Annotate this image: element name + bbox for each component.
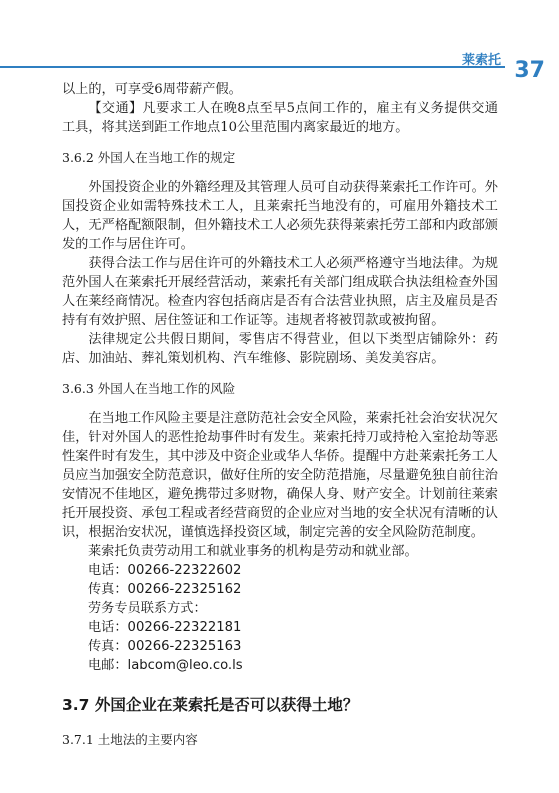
- section-heading-3-6-3: 3.6.3 外国人在当地工作的风险: [62, 381, 236, 396]
- contact-line-ministry: 莱索托负责劳动用工和就业事务的机构是劳动和就业部。: [88, 544, 418, 559]
- paragraph-public-holidays: 法律规定公共假日期间，零售店不得营业，但以下类型店铺除外：药店、加油站、葬礼策划机构、汽车维修、影院剧场、美发美容店。: [62, 332, 498, 366]
- contact-line-labour-attache: 劳务专员联系方式：: [88, 601, 207, 616]
- page-body: [62, 80, 498, 760]
- paragraph-law-compliance: 获得合法工作与居住许可的外籍技术工人必须严格遵守当地法律。为规范外国人在莱索托开展经营活动，莱索托有关部门组成联合执法组检查外国人在莱经商情况。检查内容包括商店是否有合法营业执照，店主及雇员是否持有有效护照、居住签证和工作证等。违规者将被罚款或被拘留。: [62, 256, 498, 328]
- labour-contact-block: [62, 542, 498, 675]
- section-heading-3-6-2: 3.6.2 外国人在当地工作的规定: [62, 150, 236, 165]
- page-number: 37: [514, 58, 545, 83]
- paragraph-maternity-leave: 以上的，可享受6周带薪产假。: [62, 82, 242, 97]
- paragraph-transport: 【交通】凡要求工人在晚8点至早5点间工作的，雇主有义务提供交通工具，将其送到距工作地点10公里范围内离家最近的地方。: [62, 101, 498, 135]
- contact-line-attache-phone: 电话：00266-22322181: [88, 620, 242, 635]
- paragraph-work-permits: 外国投资企业的外籍经理及其管理人员可自动获得莱索托工作许可。外国投资企业如需特殊技术工人，且莱索托当地没有的，可雇用外籍技术工人，无严格配额限制，但外籍技术工人必须先获得莱索托劳工部和内政部颁发的工作与居住许可。: [62, 180, 498, 252]
- section-heading-3-7: 3.7 外国企业在莱索托是否可以获得土地？: [62, 696, 359, 714]
- contact-line-fax: 传真：00266-22325162: [88, 582, 242, 597]
- section-heading-3-7-1: 3.7.1 土地法的主要内容: [62, 732, 198, 747]
- contact-line-phone: 电话：00266-22322602: [88, 563, 242, 578]
- contact-line-email: 电邮：labcom@leo.co.ls: [88, 658, 243, 673]
- header-rule: [0, 66, 505, 68]
- contact-line-attache-fax: 传真：00266-22325163: [88, 639, 242, 654]
- running-head-title: 莱索托: [461, 53, 501, 68]
- paragraph-work-risks: 在当地工作风险主要是注意防范社会安全风险，莱索托社会治安状况欠佳，针对外国人的恶性抢劫事件时有发生。莱索托持刀或持枪入室抢劫等恶性案件时有发生，其中涉及中资企业或华人华侨。提醒中方赴莱索托务工人员应当加强安全防范意识，做好住所的安全防范措施，尽量避免独自前往治安情况不佳地区，避免携带过多财物，确保人身、财产安全。计划前往莱索托开展投资、承包工程或者经营商贸的企业应对当地的安全状况有清晰的认识，根据治安状况，谨慎选择投资区域，制定完善的安全风险防范制度。: [62, 411, 498, 540]
